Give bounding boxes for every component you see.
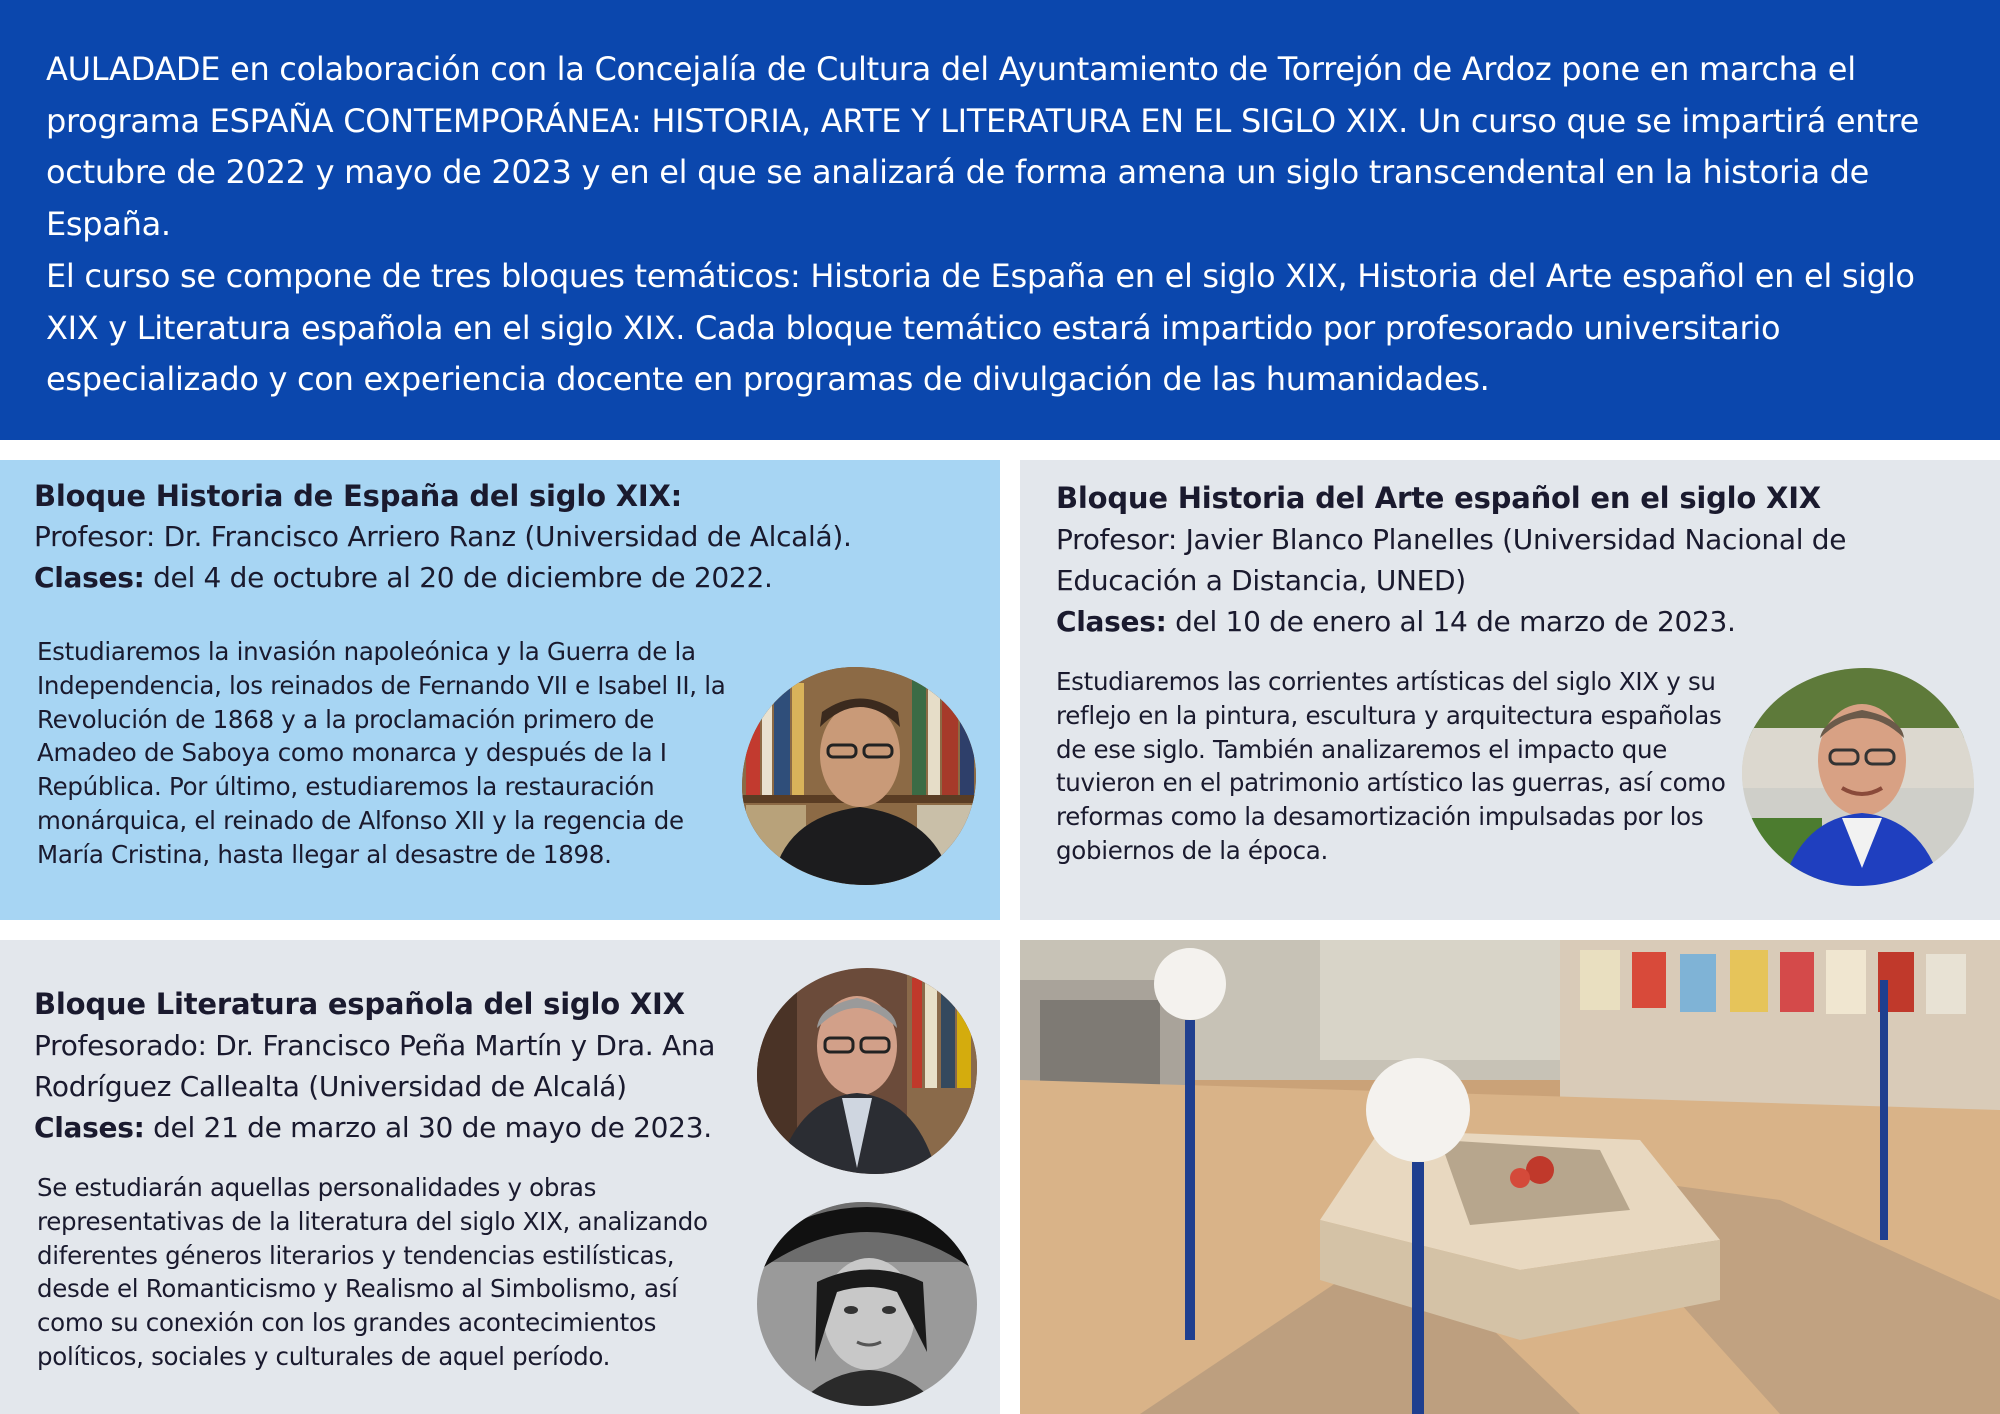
- history-classes-dates: del 4 de octubre al 20 de diciembre de 2022.: [144, 561, 773, 594]
- history-teacher-photo: [742, 667, 976, 885]
- art-classes-dates: del 10 de enero al 14 de marzo de 2023.: [1166, 605, 1736, 638]
- art-block: [1020, 460, 2000, 920]
- art-block-title: Bloque Historia del Arte español en el siglo XIX: [1056, 481, 1821, 515]
- history-classes-label: Clases:: [34, 561, 145, 594]
- literature-teacher-photo-2: [757, 1202, 977, 1406]
- history-description: Estudiaremos la invasión napoleónica y la Guerra de la Independencia, los reinados de Fernando VII e Isabel II, la Revolución de 1868 y a la proclamación primero de Amadeo de Saboya como monarca y después de la I República. Por último, estudiaremos la restauración monárquica, el reinado de Alfonso XII y la regencia de María Cristina, hasta llegar al desastre de 1898.: [37, 637, 726, 869]
- literature-block: [0, 940, 1000, 1414]
- intro-banner: [0, 0, 2000, 440]
- art-description: Estudiaremos las corrientes artísticas del siglo XIX y su reflejo en la pintura, escultura y arquitectura españolas de ese siglo. También analizaremos el impacto que tuvieron en el patrimonio artístico las guerras, así como reformas como la desamortización impulsadas por los gobiernos de la época.: [1056, 667, 1726, 865]
- history-classes: [34, 557, 934, 598]
- literature-classes-dates: del 21 de marzo al 30 de mayo de 2023.: [144, 1111, 712, 1144]
- history-block: [0, 460, 1000, 920]
- art-teacher-photo: [1742, 668, 1974, 886]
- art-classes-label: Clases:: [1056, 605, 1167, 638]
- intro-paragraph-1: AULADADE en colaboración con la Concejalía de Cultura del Ayuntamiento de Torrejón de Ardoz pone en marcha el programa ESPAÑA CONTEMPORÁNEA: HISTORIA, ARTE Y LITERATURA EN EL SIGLO XIX. Un curso que se impartirá entre octubre de 2022 y mayo de 2023 y en el que se analizará de forma amena un siglo transcendental en la historia de España.: [46, 50, 1920, 244]
- literature-description: Se estudiarán aquellas personalidades y obras representativas de la literatura del siglo XIX, analizando diferentes géneros literarios y tendencias estilísticas, desde el Romanticismo y Realismo al Simbolismo, así como su conexión con los grandes acontecimientos políticos, sociales y culturales de aquel período.: [37, 1173, 708, 1371]
- venue-photo: [1020, 940, 2000, 1414]
- literature-classes-label: Clases:: [34, 1111, 145, 1144]
- history-block-title: Bloque Historia de España del siglo XIX:: [34, 479, 683, 513]
- history-teacher: Profesor: Dr. Francisco Arriero Ranz (Universidad de Alcalá).: [34, 520, 852, 553]
- art-teacher: Profesor: Javier Blanco Planelles (Universidad Nacional de Educación a Distancia, UNED): [1056, 523, 1847, 597]
- art-classes: [1056, 601, 1916, 642]
- intro-paragraph-2: El curso se compone de tres bloques temáticos: Historia de España en el siglo XIX, Historia del Arte español en el siglo XIX y Literatura española en el siglo XIX. Cada bloque temático estará impartido por profesorado universitario especializado y con experiencia docente en programas de divulgación de las humanidades.: [46, 256, 1915, 399]
- literature-teacher-photo-1: [757, 968, 977, 1174]
- literature-block-title: Bloque Literatura española del siglo XIX: [34, 987, 685, 1021]
- literature-teacher: Profesorado: Dr. Francisco Peña Martín y Dra. Ana Rodríguez Callealta (Universidad de Alcalá): [34, 1029, 716, 1103]
